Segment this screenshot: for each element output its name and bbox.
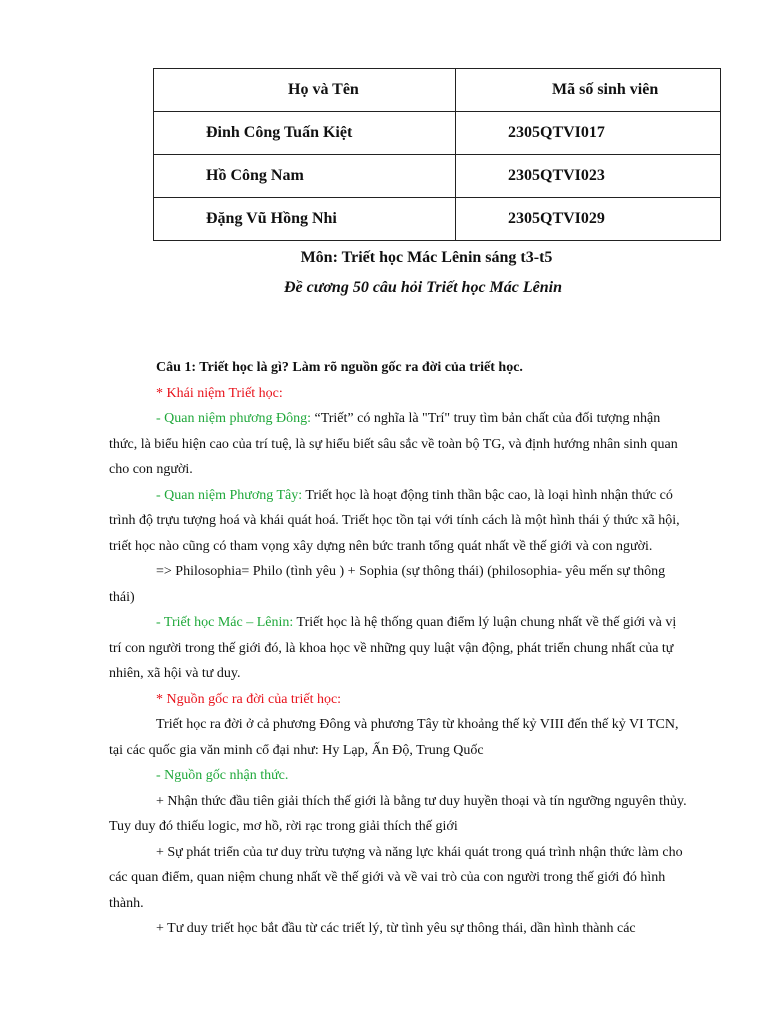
west-label: - Quan niệm Phương Tây: — [156, 487, 303, 503]
paragraph-marx — [109, 610, 687, 687]
header-name: Họ và Tên — [154, 69, 456, 112]
concept-heading: * Khái niệm Triết học: — [156, 385, 283, 401]
course-title: Môn: Triết học Mác Lênin sáng t3-t5 — [300, 249, 553, 266]
table-row — [154, 155, 721, 198]
paragraph-point-2: + Sự phát triển của tư duy trừu tượng và năng lực khái quát trong quá trình nhận thức làm cho các quan điểm, quan niệm chung nhất về thế giới và về vai trò của con người trong thế giới đó hình thành. — [109, 844, 683, 911]
paragraph-point-3: + Tư duy triết học bắt đầu từ các triết lý, từ tình yêu sự thông thái, dần hình thành các — [156, 921, 636, 936]
student-id: 2305QTVI029 — [456, 198, 721, 241]
paragraph-west — [109, 483, 687, 560]
student-id: 2305QTVI017 — [456, 112, 721, 155]
document-body — [109, 355, 687, 942]
header-student-id: Mã số sinh viên — [456, 69, 721, 112]
table-header-row — [154, 69, 721, 112]
student-name: Đinh Công Tuấn Kiệt — [154, 112, 456, 155]
east-label: - Quan niệm phương Đông: — [156, 411, 311, 426]
student-table — [153, 68, 721, 241]
marx-text: Triết học là hệ thống quan điểm lý luận chung nhất về thế giới và vị trí con người trong thế giới đó, là khoa học về những quy luật vận động, phát triển chung nhất của tự nhiên, xã hội và tư duy. — [109, 615, 677, 681]
paragraph-point-1: + Nhận thức đầu tiên giải thích thế giới là bằng tư duy huyền thoại và tín ngưỡng nguyên thủy. Tuy duy đó thiếu logic, mơ hồ, rời rạc trong giải thích thế giới — [109, 793, 687, 834]
table-row — [154, 198, 721, 241]
east-text: “Triết” có nghĩa là "Trí" truy tìm bản chất của đối tượng nhận thức, là biểu hiện cao của trí tuệ, là sự hiểu biết sâu sắc về toàn bộ TG, và định hướng nhân sinh quan cho con người. — [109, 411, 678, 477]
document-subtitle: Đề cương 50 câu hỏi Triết học Mác Lênin — [283, 279, 562, 296]
student-name: Đặng Vũ Hồng Nhi — [154, 198, 456, 241]
question-heading: Câu 1: Triết học là gì? Làm rõ nguồn gốc ra đời của triết học. — [156, 360, 523, 375]
table-row — [154, 112, 721, 155]
student-id: 2305QTVI023 — [456, 155, 721, 198]
paragraph-philosophia: => Philosophia= Philo (tình yêu ) + Sophia (sự thông thái) (philosophia- yêu mến sự thông thái) — [109, 564, 666, 605]
marx-label: - Triết học Mác – Lênin: — [156, 615, 294, 630]
paragraph-east — [109, 406, 687, 483]
west-text: Triết học là hoạt động tinh thần bậc cao, là loại hình nhận thức có trình độ trựu tượng hoá và khái quát hoá. Triết học tồn tại với tính cách là một hình thái ý thức xã hội, triết học nào cũng có tham vọng xây dựng nên bức tranh tổng quát nhất về thế giới và con người. — [109, 487, 680, 554]
student-name: Hồ Công Nam — [154, 155, 456, 198]
origin-heading: * Nguồn gốc ra đời của triết học: — [156, 691, 342, 707]
cognitive-heading: - Nguồn gốc nhận thức. — [156, 768, 289, 783]
paragraph-origin: Triết học ra đời ở cả phương Đông và phương Tây từ khoảng thế kỷ VIII đến thế kỷ VI TCN, tại các quốc gia văn minh cổ đại như: Hy Lạp, Ấn Độ, Trung Quốc — [109, 717, 679, 758]
